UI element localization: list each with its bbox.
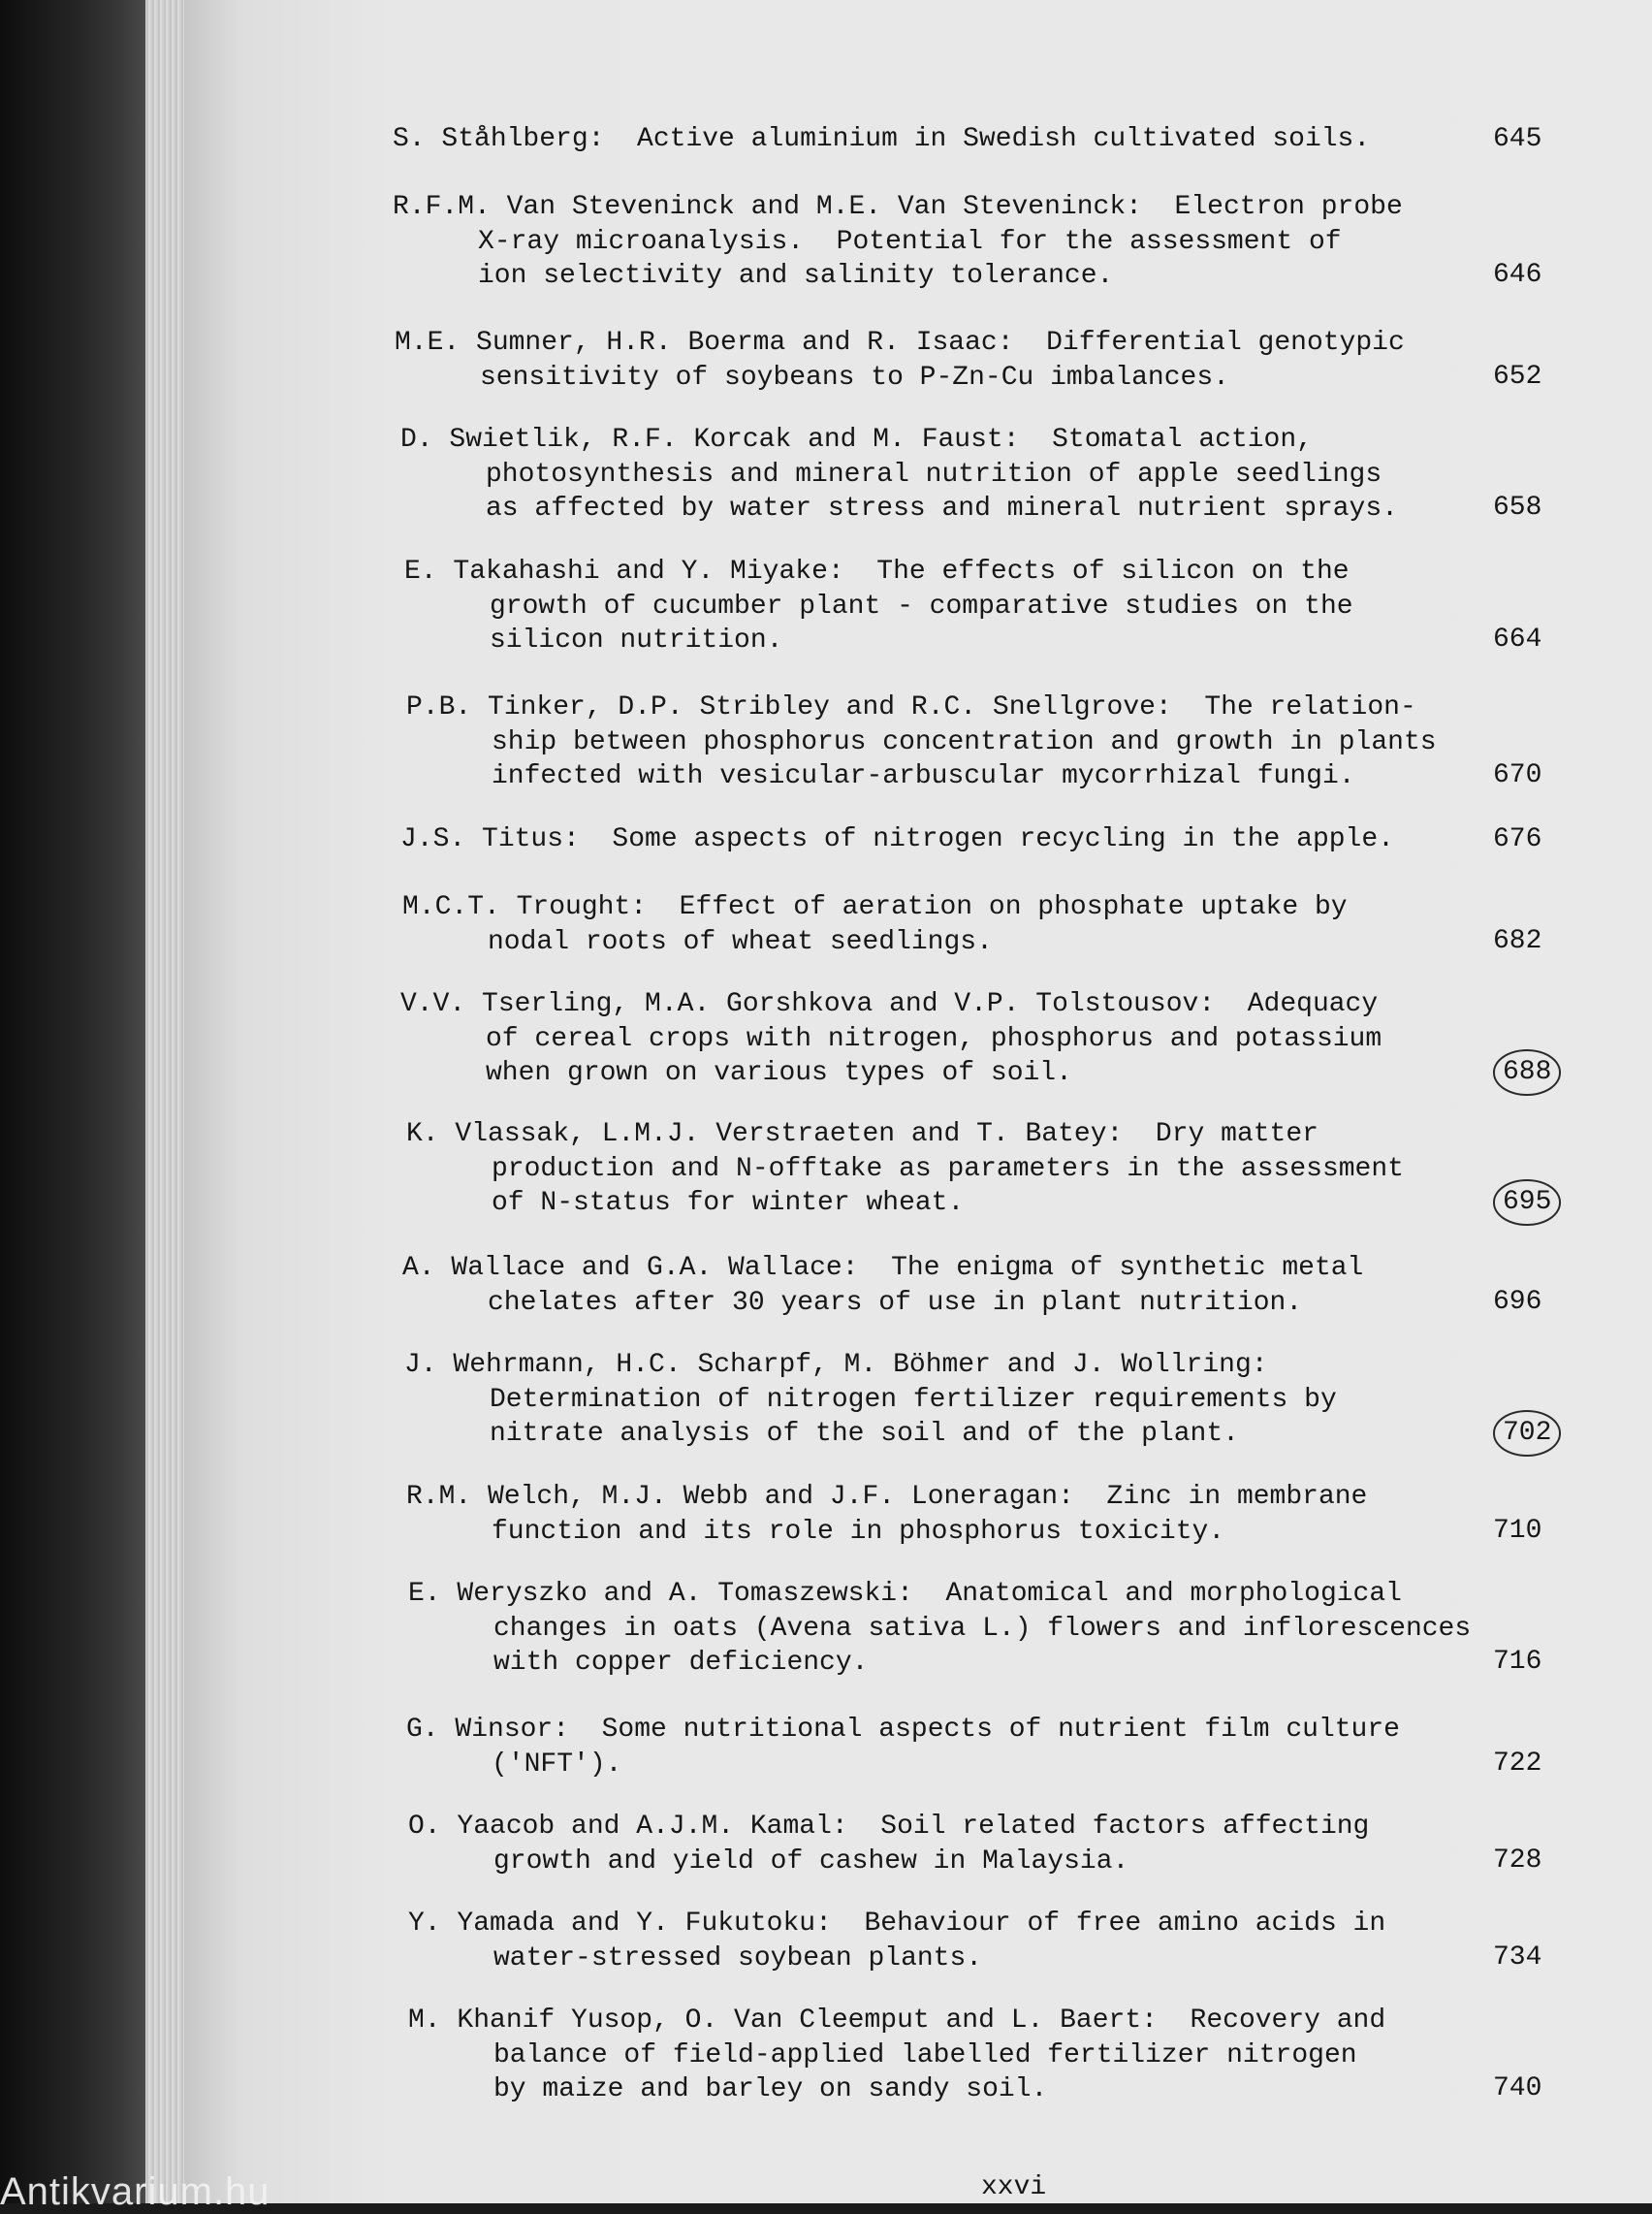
entry-page-number (1493, 1049, 1609, 1096)
entry-title-line: by maize and barley on sandy soil. (493, 2074, 1048, 2104)
entry-page-number (1493, 924, 1609, 959)
circled-page-number: 702 (1493, 1410, 1561, 1457)
entry-page-number (1493, 758, 1609, 793)
toc-entry (408, 1810, 1620, 1878)
entry-page-number (1493, 258, 1609, 293)
page-number-text: 670 (1493, 760, 1542, 790)
entry-authors-line: K. Vlassak, L.M.J. Verstraeten and T. Batey: Dry matter (406, 1119, 1318, 1149)
entry-page-number (1493, 122, 1609, 157)
page-number-text: 696 (1493, 1287, 1542, 1317)
entry-page-number (1493, 491, 1609, 526)
toc-entry (404, 1348, 1616, 1452)
page-number-text: 652 (1493, 362, 1542, 392)
toc-entry (408, 1907, 1620, 1975)
entry-title-line: of cereal crops with nitrogen, phosphorus and potassium (486, 1023, 1382, 1054)
entry-authors-line: G. Winsor: Some nutritional aspects of nutrient film culture (406, 1715, 1400, 1745)
entry-authors-line: M.C.T. Trought: Effect of aeration on phosphate uptake by (402, 892, 1348, 922)
entry-title-line: growth and yield of cashew in Malaysia. (493, 1845, 1129, 1877)
entry-authors-line: O. Yaacob and A.J.M. Kamal: Soil related factors affecting (408, 1812, 1370, 1842)
page-number-text: 710 (1493, 1516, 1542, 1546)
page-number-text: 676 (1493, 824, 1542, 854)
entry-authors-line: J. Wehrmann, H.C. Scharpf, M. Böhmer and J. Wollring: (404, 1350, 1268, 1380)
entry-page-number (1493, 1179, 1609, 1226)
entry-title-line: sensitivity of soybeans to P-Zn-Cu imbalances. (480, 362, 1229, 393)
entry-title-line: infected with vesicular-arbuscular mycorrhizal fungi. (492, 761, 1355, 791)
entry-title-line: silicon nutrition. (490, 626, 783, 656)
toc-entry (393, 190, 1604, 294)
entry-page-number (1493, 1844, 1609, 1878)
toc-entry (408, 1577, 1620, 1681)
entry-title-line: with copper deficiency. (493, 1648, 869, 1678)
entry-title-line: Determination of nitrogen fertilizer requirements by (490, 1384, 1337, 1415)
entry-authors-line: V.V. Tserling, M.A. Gorshkova and V.P. Tolstousov: Adequacy (400, 989, 1379, 1019)
entry-title-line: growth of cucumber plant - comparative studies on the (490, 591, 1353, 622)
book-spine-shadow (0, 0, 145, 2203)
entry-title-line: nitrate analysis of the soil and of the plant. (490, 1419, 1239, 1449)
entry-authors-line: Y. Yamada and Y. Fukutoku: Behaviour of free amino acids in (408, 1909, 1386, 1939)
entry-title-line: as affected by water stress and mineral nutrient sprays. (486, 494, 1398, 524)
page-number-text: 646 (1493, 260, 1542, 290)
toc-entry (400, 987, 1612, 1091)
page-number-text: 722 (1493, 1749, 1542, 1779)
toc-entry (406, 690, 1618, 794)
entry-page-number (1493, 360, 1609, 395)
toc-entry (400, 423, 1612, 527)
toc-entry (404, 555, 1616, 658)
toc-entry (402, 890, 1614, 959)
entry-authors-line: E. Takahashi and Y. Miyake: The effects of silicon on the (404, 557, 1350, 587)
toc-entry (406, 1713, 1618, 1781)
entry-authors-line: R.M. Welch, M.J. Webb and J.F. Loneragan: Zinc in membrane (406, 1482, 1368, 1512)
entry-page-number (1493, 1941, 1609, 1975)
entry-title-line: changes in oats (Avena sativa L.) flowers and inflorescences (493, 1613, 1472, 1644)
entry-page-number (1493, 1747, 1609, 1781)
entry-authors-line: J.S. Titus: Some aspects of nitrogen recycling in the apple. (400, 824, 1394, 854)
entry-title-line: ('NFT'). (492, 1749, 622, 1780)
page-number-text: 682 (1493, 926, 1542, 956)
toc-entry (406, 1480, 1618, 1549)
entry-title-line: function and its role in phosphorus toxicity. (492, 1516, 1225, 1547)
entry-title-line: ship between phosphorus concentration and growth in plants (492, 726, 1437, 757)
entry-authors-line: E. Weryszko and A. Tomaszewski: Anatomical and morphological (408, 1579, 1402, 1609)
page-edges (145, 0, 184, 2203)
page-number-text: 645 (1493, 124, 1542, 154)
entry-page-number (1493, 1285, 1609, 1320)
entry-title-line: chelates after 30 years of use in plant nutrition. (488, 1287, 1303, 1318)
entry-page-number (1493, 1645, 1609, 1680)
entry-title-line: balance of field-applied labelled fertilizer nitrogen (493, 2039, 1357, 2070)
entry-authors-line: P.B. Tinker, D.P. Stribley and R.C. Snellgrove: The relation- (406, 692, 1416, 722)
page-number-text: 740 (1493, 2073, 1542, 2103)
entry-page-number (1493, 822, 1609, 857)
entry-authors-line: M. Khanif Yusop, O. Van Cleemput and L. Baert: Recovery and (408, 2005, 1386, 2036)
entry-title-line: production and N-offtake as parameters in the assessment (492, 1153, 1404, 1184)
entry-title-line: nodal roots of wheat seedlings. (488, 926, 993, 957)
entry-page-number (1493, 623, 1609, 658)
toc-entry (400, 822, 1612, 857)
toc-entry (408, 2004, 1620, 2107)
entry-title-line: of N-status for winter wheat. (492, 1188, 965, 1218)
entry-title-line: water-stressed soybean plants. (493, 1942, 983, 1973)
entry-authors-line: S. Ståhlberg: Active aluminium in Swedish cultivated soils. (393, 124, 1371, 154)
page-numeral: xxvi (981, 2172, 1047, 2202)
entry-page-number (1493, 2071, 1609, 2106)
entry-page-number (1493, 1410, 1609, 1457)
toc-entry (395, 326, 1606, 395)
watermark: Antikvarium.hu (0, 2170, 270, 2213)
entry-authors-line: A. Wallace and G.A. Wallace: The enigma of synthetic metal (402, 1253, 1364, 1283)
entry-authors-line: R.F.M. Van Steveninck and M.E. Van Steveninck: Electron probe (393, 192, 1403, 222)
entry-title-line: photosynthesis and mineral nutrition of apple seedlings (486, 459, 1382, 490)
page-number-text: 664 (1493, 625, 1542, 655)
entry-title-line: ion selectivity and salinity tolerance. (478, 261, 1114, 291)
toc-entry (402, 1251, 1614, 1320)
entry-title-line: X-ray microanalysis. Potential for the assessment of (478, 226, 1342, 257)
page-number-text: 716 (1493, 1647, 1542, 1677)
entry-authors-line: M.E. Sumner, H.R. Boerma and R. Isaac: Differential genotypic (395, 328, 1405, 358)
entry-title-line: when grown on various types of soil. (486, 1058, 1072, 1088)
page-number-text: 734 (1493, 1942, 1542, 1973)
toc-entry (406, 1117, 1618, 1221)
circled-page-number: 688 (1493, 1049, 1561, 1096)
entry-authors-line: D. Swietlik, R.F. Korcak and M. Faust: Stomatal action, (400, 425, 1313, 455)
toc-entry (393, 122, 1604, 157)
page-number-text: 658 (1493, 493, 1542, 523)
page-number-text: 728 (1493, 1845, 1542, 1876)
circled-page-number: 695 (1493, 1179, 1561, 1226)
entry-page-number (1493, 1514, 1609, 1549)
